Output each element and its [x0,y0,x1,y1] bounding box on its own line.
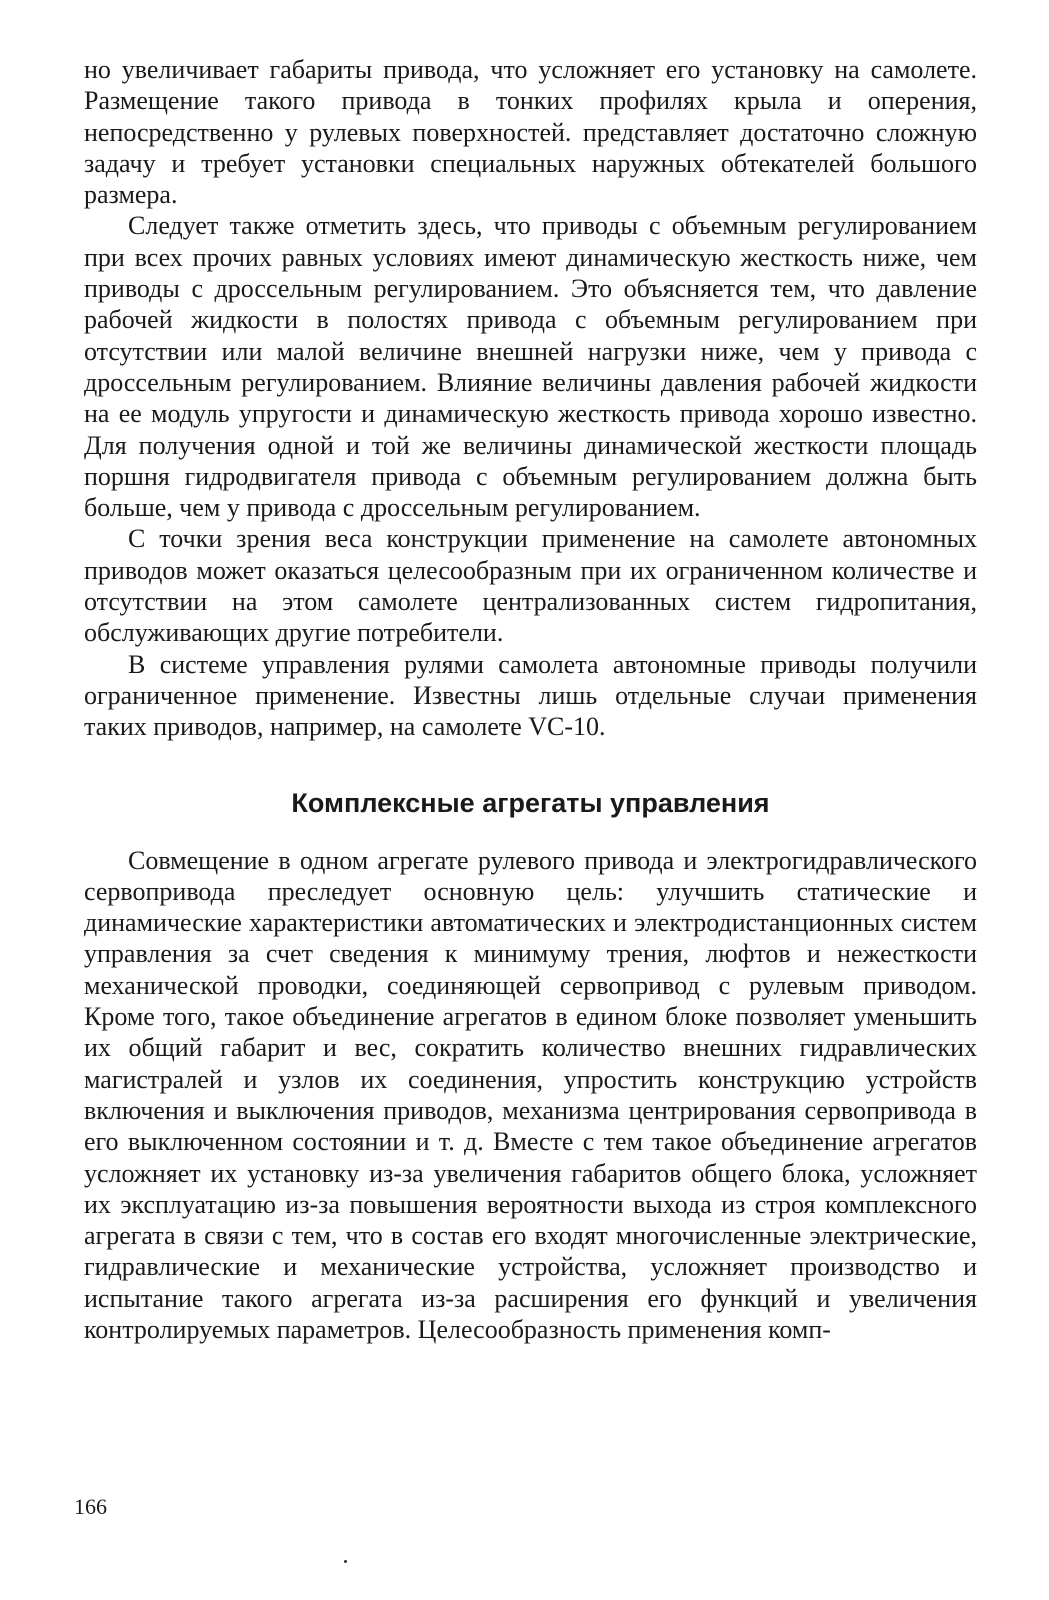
paragraph-dynamic-stiffness: Следует также отметить здесь, что приводы с объемным регулированием при всех прочих равных условиях имеют динамическую жесткость ниже, чем приводы с дроссельным регулированием. Это объясняется тем, что давление рабочей жидкости в полостях привода с объемным регулированием при отсутствии или малой величине внешней нагрузки ниже, чем у привода с дроссельным регулированием. Влияние величины давления рабочей жидкости на ее модуль упругости и динамическую жесткость привода хорошо известно. Для получения одной и той же величины динамической жесткости площадь поршня гидродвигателя привода с объемным регулированием должна быть больше, чем у привода с дроссельным регулированием. [84,211,977,523]
paragraph-weight: С точки зрения веса конструкции применение на самолете автономных приводов может оказаться целесообразным при их ограниченном количестве и отсутствии на этом самолете централизованных систем гидропитания, обслуживающих другие потребители. [84,524,977,648]
page-number: 166 [74,1494,107,1519]
paragraph-continuation: но увеличивает габариты привода, что усложняет его установку на самолете. Размещение такого привода в тонких профилях крыла и оперения, непосредственно у рулевых поверхностей. представляет достаточно сложную задачу и требует установки специальных наружных обтекателей большого размера. [84,55,977,210]
section-heading: Комплексные агрегаты управления [291,787,770,818]
paragraph-limited-use: В системе управления рулями самолета автономные приводы получили ограниченное применение. Известны лишь отдельные случаи применения таких приводов, например, на самолете VC-10. [84,649,977,742]
book-page [84,54,977,1345]
scan-speck [344,1560,347,1563]
paragraph-combined-units: Совмещение в одном агрегате рулевого привода и электрогидравлического сервопривода преследует основную цель: улучшить статические и динамические характеристики автоматических и электродистанционных систем управления за счет сведения к минимуму трения, люфтов и нежесткости механической проводки, соединяющей сервопривод с рулевым приводом. Кроме того, такое объединение агрегатов в едином блоке позволяет уменьшить их общий габарит и вес, сократить количество внешних гидравлических магистралей и узлов их соединения, упростить конструкцию устройств включения и выключения приводов, механизма центрирования сервопривода в его выключенном состоянии и т. д. Вместе с тем такое объединение агрегатов усложняет их установку из-за увеличения габаритов общего блока, усложняет их эксплуатацию из-за повышения вероятности выхода из строя комплексного агрегата в связи с тем, что в состав его входят многочисленные электрические, гидравлические и механические устройства, усложняет производство и испытание такого агрегата из-за расширения его функций и увеличения контролируемых параметров. Целесообразность применения комп- [84,845,977,1344]
